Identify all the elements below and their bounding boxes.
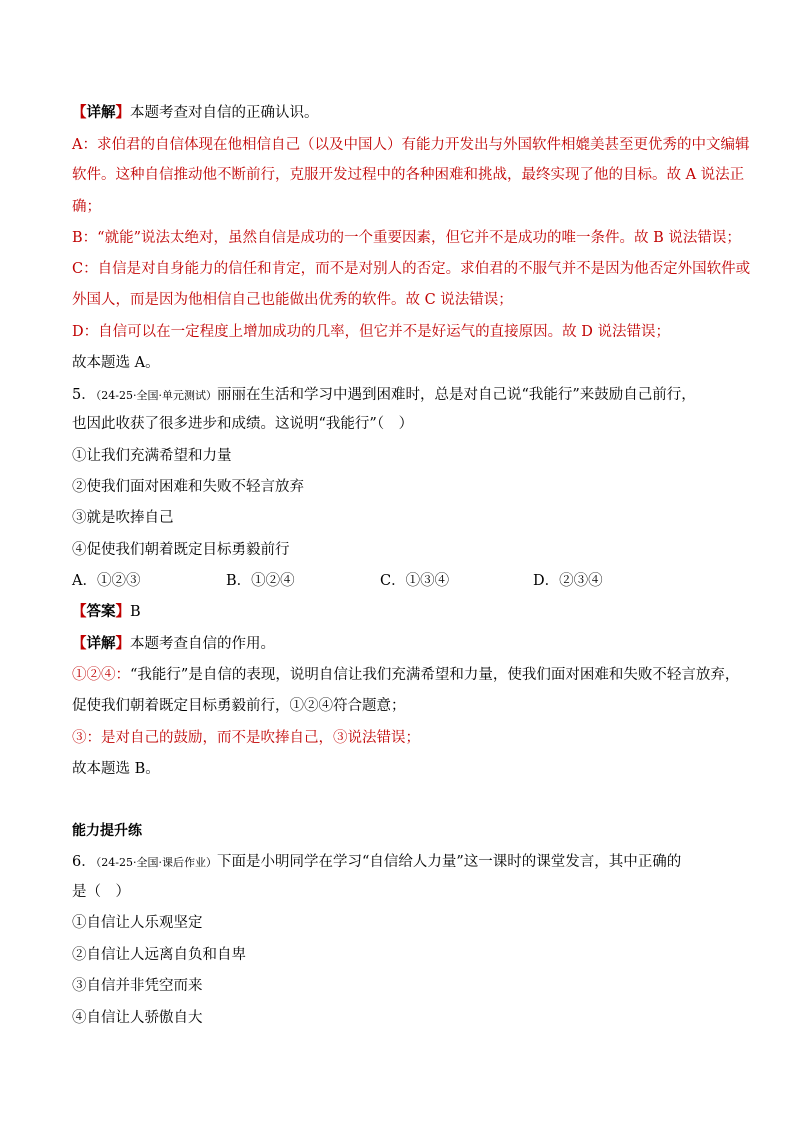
- option-a-analysis-line1: A：求伯君的自信体现在他相信自己（以及中国人）有能力开发出与外国软件相媲美甚至更优秀的中文编辑: [72, 137, 750, 153]
- question5-stem-line1: [72, 385, 696, 406]
- question-number: 6．: [72, 854, 96, 870]
- explanation-3: ③：是对自己的鼓励，而不是吹捧自己，③说法错误；: [72, 730, 420, 746]
- tag-word: 答案: [86, 603, 116, 620]
- statement-item: ①让我们充满希望和力量: [72, 448, 232, 464]
- statement-item: ④自信让人骄傲自大: [72, 1010, 203, 1026]
- question5-stem-line2: 也因此收获了很多进步和成绩。这说明“我能行”（ ）: [72, 416, 414, 432]
- tag-bracket-close: 】: [115, 603, 130, 620]
- tag-bracket-open: 【: [72, 603, 87, 620]
- explanation-124-line2: 促使我们朝着既定目标勇毅前行，①②④符合题意；: [72, 698, 406, 714]
- statement-item: ①自信让人乐观坚定: [72, 915, 203, 931]
- tag-bracket-open: 【: [72, 104, 87, 121]
- option-c-analysis-line2: 外国人，而是因为他相信自己也能做出优秀的软件。故 C 说法错误；: [72, 292, 513, 308]
- option-a-analysis-line2: 软件。这种自信推动他不断前行，克服开发过程中的各种困难和挑战，最终实现了他的目标。故 A 说法正: [72, 167, 745, 183]
- option-c-analysis-line1: C：自信是对自身能力的信任和肯定，而不是对别人的否定。求伯君的不服气并不是因为他否定外国软件或: [72, 261, 751, 277]
- question-source: （24-25·全国·单元测试）: [95, 389, 217, 402]
- detail-heading: [72, 103, 319, 123]
- tag-bracket-close: 】: [115, 104, 130, 121]
- option-b: B．①②④: [226, 573, 295, 589]
- question-stem: 丽丽在生活和学习中遇到困难时，总是对自己说“我能行”来鼓励自己前行，: [216, 387, 696, 403]
- section-heading: 能力提升练: [72, 823, 142, 839]
- answer-value: B: [130, 604, 141, 620]
- tag-word: 详解: [86, 104, 116, 121]
- tag-bracket-close: 】: [115, 635, 130, 652]
- explanation-124-line1: [72, 665, 739, 685]
- question6-stem-line1: [72, 852, 681, 873]
- detail-heading: [72, 634, 275, 654]
- question-number: 5．: [72, 387, 96, 403]
- statement-item: ④促使我们朝着既定目标勇毅前行: [72, 542, 290, 558]
- tag-word: 详解: [86, 635, 116, 652]
- conclusion-4: 故本题选 A。: [72, 355, 160, 371]
- tag-bracket-open: 【: [72, 635, 87, 652]
- option-d-analysis: D：自信可以在一定程度上增加成功的几率，但它并不是好运气的直接原因。故 D 说法错误；: [72, 324, 670, 340]
- question6-stem-line2: 是（ ）: [72, 884, 130, 900]
- options-row: [72, 571, 672, 591]
- question-source: （24-25·全国·课后作业）: [95, 856, 217, 869]
- option-d: D．②③④: [533, 573, 603, 589]
- option-c: C．①③④: [380, 573, 450, 589]
- detail-text: 本题考查自信的作用。: [130, 636, 275, 652]
- statement-item: ②使我们面对困难和失败不轻言放弃: [72, 479, 304, 495]
- option-a-analysis-line3: 确；: [72, 199, 101, 215]
- option-a: A．①②③: [72, 573, 141, 589]
- detail-text: 本题考查对自信的正确认识。: [130, 105, 319, 121]
- option-b-analysis: B：“就能”说法太绝对，虽然自信是成功的一个重要因素，但它并不是成功的唯一条件。故 B 说法错误；: [72, 230, 741, 246]
- statement-item: ③就是吹捧自己: [72, 510, 174, 526]
- answer-line: [72, 602, 141, 622]
- statement-item: ③自信并非凭空而来: [72, 978, 203, 994]
- statement-item: ②自信让人远离自负和自卑: [72, 947, 246, 963]
- question-stem: 下面是小明同学在学习“自信给人力量”这一课时的课堂发言，其中正确的: [216, 854, 682, 870]
- explanation-prefix: ①②④：“我能行”是自信的表现，说明自信让我们充满希望和力量，使我们面对困难和失败不轻言放弃，: [72, 667, 740, 683]
- conclusion-5: 故本题选 B。: [72, 761, 160, 777]
